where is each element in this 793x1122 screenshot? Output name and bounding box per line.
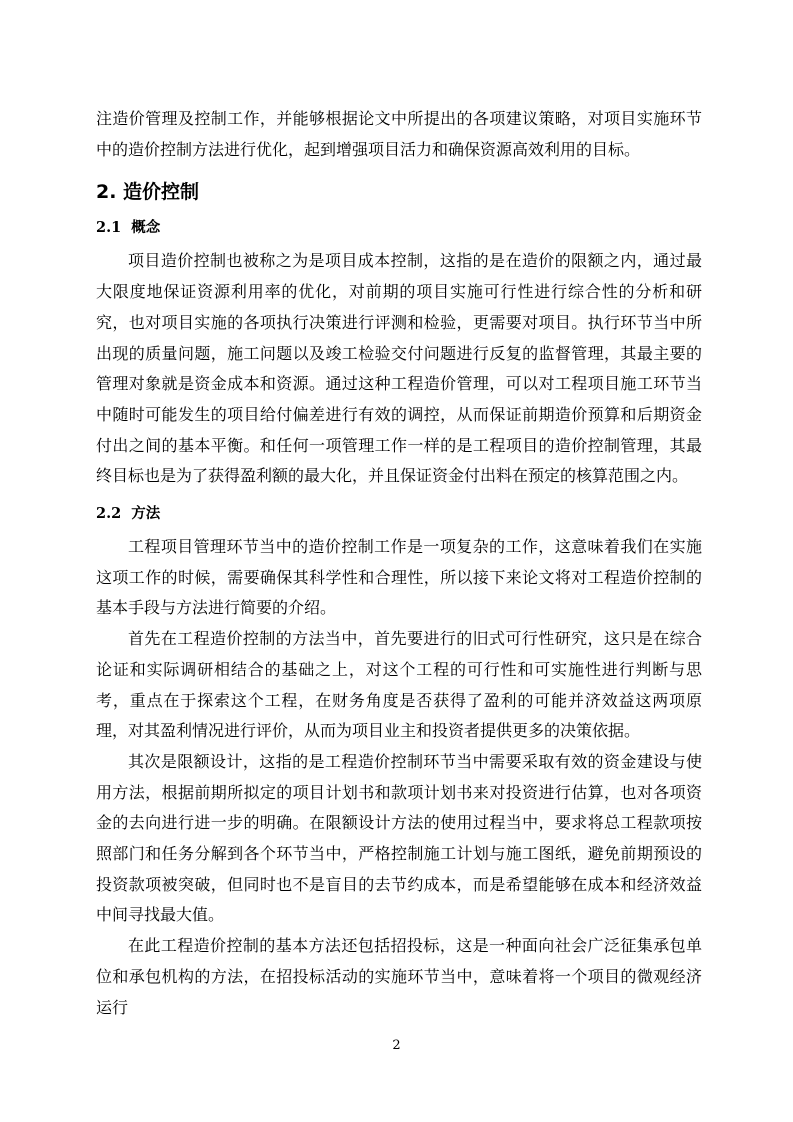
subsection-number: 2.1 (96, 219, 122, 237)
subsection-number: 2.2 (96, 505, 122, 523)
subsection-heading-2-1 (96, 216, 702, 240)
concept-paragraph: 项目造价控制也被称之为是项目成本控制，这指的是在造价的限额之内，通过最大限度地保证资源利用率的优化，对前期的项目实施可行性进行综合性的分析和研究，也对项目实施的各项执行决策进行评测和检验，更需要对项目。执行环节当中所出现的质量问题，施工问题以及竣工检验交付问题进行反复的监督管理，其最主要的管理对象就是资金成本和资源。通过这种工程造价管理，可以对工程项目施工环节当中随时可能发生的项目给付偏差进行有效的调控，从而保证前期造价预算和后期资金付出之间的基本平衡。和任何一项管理工作一样的是工程项目的造价控制管理，其最终目标也是为了获得盈利额的最大化，并且保证资金付出料在预定的核算范围之内。 (96, 251, 702, 486)
subsection-heading-2-2 (96, 502, 702, 526)
document-body (96, 104, 702, 1023)
page-number: 2 (392, 1038, 401, 1053)
subsection-title: 概念 (131, 220, 161, 237)
method-paragraph-2: 首先在工程造价控制的方法当中，首先要进行的旧式可行性研究，这只是在综合论证和实际调研相结合的基础之上，对这个工程的可行性和可实施性进行判断与思考，重点在于探索这个工程，在财务角度是否获得了盈利的可能并济效益这两项原理，对其盈利情况进行评价，从而为项目业主和投资者提供更多的决策依据。 (96, 629, 702, 741)
subsection-title: 方法 (131, 506, 161, 523)
intro-paragraph: 注造价管理及控制工作，并能够根据论文中所提出的各项建议策略，对项目实施环节中的造价控制方法进行优化，起到增强项目活力和确保资源高效利用的目标。 (96, 109, 702, 159)
method-paragraph-1: 工程项目管理环节当中的造价控制工作是一项复杂的工作，这意味着我们在实施这项工作的时候，需要确保其科学性和合理性，所以接下来论文将对工程造价控制的基本手段与方法进行简要的介绍。 (96, 537, 702, 618)
method-paragraph-3: 其次是限额设计，这指的是工程造价控制环节当中需要采取有效的资金建设与使用方法，根据前期所拟定的项目计划书和款项计划书来对投资进行估算，也对各项资金的去向进行进一步的明确。在限额设计方法的使用过程当中，要求将总工程款项按照部门和任务分解到各个环节当中，严格控制施工计划与施工图纸，避免前期预设的投资款项被突破，但同时也不是盲目的去节约成本，而是希望能够在成本和经济效益中间寻找最大值。 (96, 751, 702, 925)
method-paragraph-4: 在此工程造价控制的基本方法还包括招投标，这是一种面向社会广泛征集承包单位和承包机构的方法，在招投标活动的实施环节当中，意味着将一个项目的微观经济运行 (96, 936, 702, 1017)
section-heading: 2. 造价控制 (96, 181, 200, 204)
